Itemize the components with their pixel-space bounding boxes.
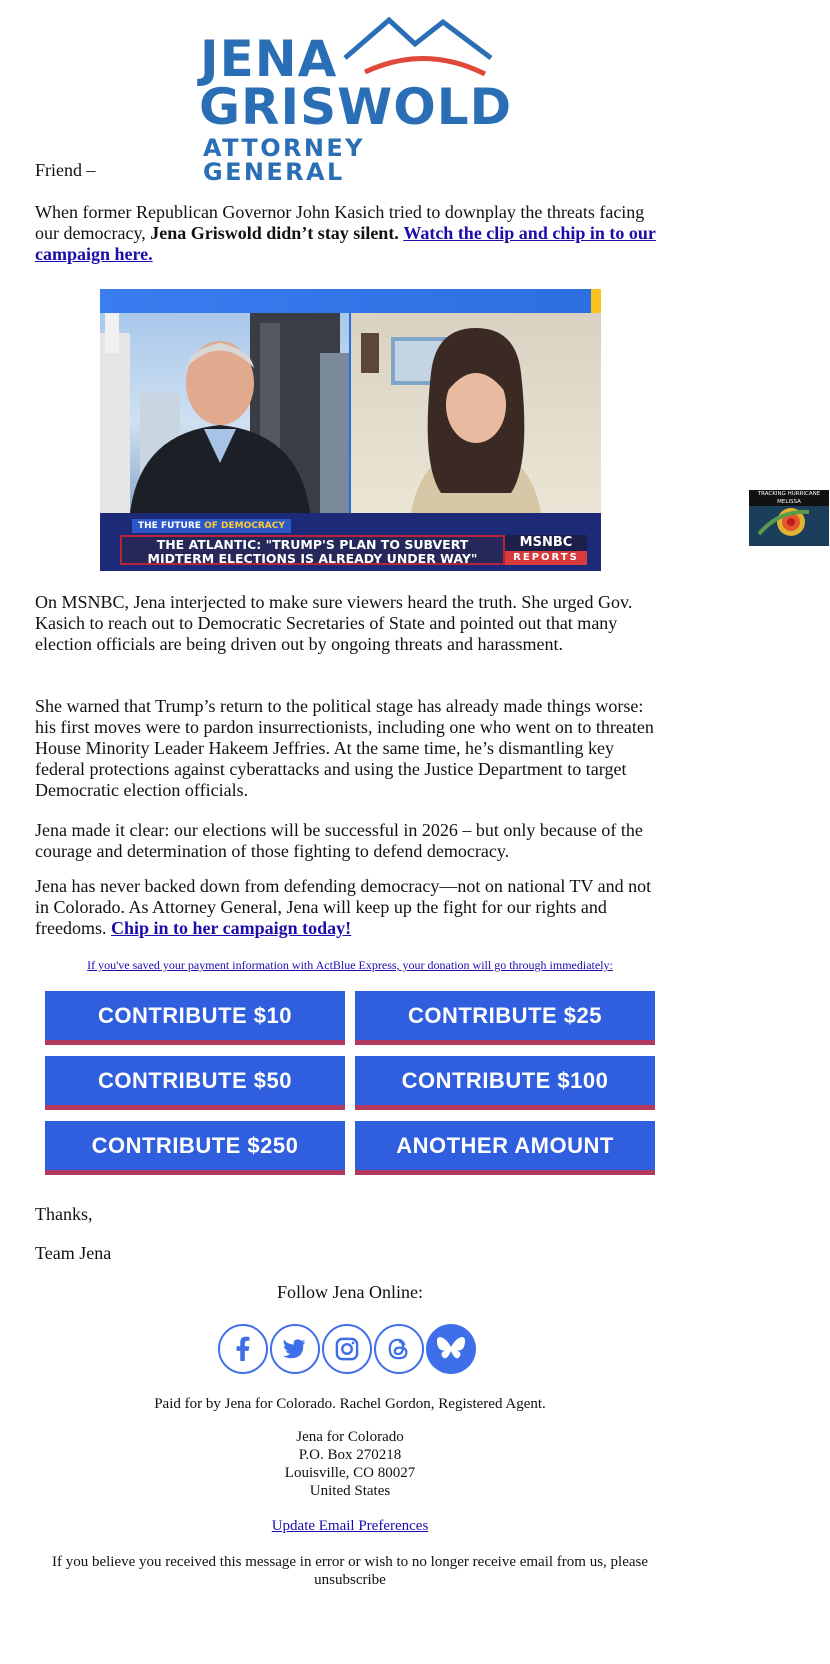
paid-for-disclaimer: Paid for by Jena for Colorado. Rachel Gordon, Registered Agent. [154, 1396, 546, 1412]
mountain-logo-icon [345, 14, 495, 86]
unsubscribe-text[interactable]: If you believe you received this message in error or wish to no longer receive email from us, please unsubscribe [51, 1554, 649, 1588]
greeting: Friend – [35, 160, 96, 180]
thanks-text: Thanks, [35, 1204, 93, 1224]
mailing-address [0, 1428, 700, 1500]
contribute-10-button[interactable]: CONTRIBUTE $10 [45, 991, 345, 1045]
paragraph-msnbc: On MSNBC, Jena interjected to make sure viewers heard the truth. She urged Gov. Kasich to reach out to Democratic Secretaries of State and pointed out that many election officials are being driven out by ongoing threats and harassment. [35, 592, 633, 654]
another-amount-button[interactable]: ANOTHER AMOUNT [355, 1121, 655, 1175]
intro-paragraph [35, 202, 665, 265]
msnbc-video-thumbnail[interactable] [100, 289, 821, 571]
logo-line-name: JENA [200, 30, 338, 88]
actblue-express-note[interactable]: If you've saved your payment information with ActBlue Express, your donation will go through immediately: [87, 958, 613, 972]
update-email-preferences-link[interactable]: Update Email Preferences [271, 1518, 429, 1534]
facebook-icon[interactable] [218, 1324, 268, 1374]
paragraph-warning: She warned that Trump’s return to the political stage has already made things worse: his first moves were to pardon insurrectionists, including one who went on to threaten House Minority Leader Hakeem Jeffries. At the same time, he’s dismantling key federal protections against cyberattacks and using the Justice Department to target Democratic election officials. [35, 696, 654, 800]
follow-heading: Follow Jena Online: [277, 1282, 423, 1302]
address-line: United States [309, 1483, 391, 1499]
bluesky-icon[interactable] [426, 1324, 476, 1374]
address-line: Louisville, CO 80027 [284, 1465, 416, 1481]
contribute-50-button[interactable]: CONTRIBUTE $50 [45, 1056, 345, 1110]
intro-bold: Jena Griswold didn’t stay silent. [150, 223, 399, 243]
campaign-logo [195, 14, 515, 186]
video-chyron [100, 513, 601, 571]
watch-clip-link[interactable]: Watch the clip and chip in to our campaign here. [35, 223, 656, 264]
video-top-bar [100, 289, 601, 313]
contribute-250-button[interactable]: CONTRIBUTE $250 [45, 1121, 345, 1175]
threads-icon[interactable] [374, 1324, 424, 1374]
msnbc-logo: MSNBC REPORTS [505, 535, 587, 565]
paragraph-defend [35, 876, 665, 939]
chyron-headline: THE ATLANTIC: "TRUMP'S PLAN TO SUBVERT MIDTERM ELECTIONS IS ALREADY UNDER WAY" [120, 535, 505, 565]
chyron-segment-tag: THE FUTURE OF DEMOCRACY [132, 519, 291, 533]
defend-text: Jena has never backed down from defending democracy—not on national TV and not in Colorado. As Attorney General, Jena will keep up the fight for our rights and freedoms. [35, 876, 652, 938]
signature: Team Jena [35, 1243, 112, 1263]
contribute-100-button[interactable]: CONTRIBUTE $100 [355, 1056, 655, 1110]
paragraph-elections: Jena made it clear: our elections will be successful in 2026 – but only because of the courage and determination of those fighting to defend democracy. [35, 820, 643, 861]
contribute-25-button[interactable]: CONTRIBUTE $25 [355, 991, 655, 1045]
hurricane-tracker-inset: TRACKING HURRICANE MELISSA [748, 489, 830, 547]
intro-text: When former Republican Governor John Kasich tried to downplay the threats facing our democracy, [35, 202, 645, 243]
twitter-icon[interactable] [270, 1324, 320, 1374]
kasich-panel [100, 313, 349, 513]
logo-line-surname: GRISWOLD [199, 78, 513, 136]
address-line: P.O. Box 270218 [298, 1447, 402, 1463]
logo-line-title: ATTORNEY GENERAL [203, 134, 365, 186]
chip-in-link[interactable]: Chip in to her campaign today! [110, 918, 352, 938]
instagram-icon[interactable] [322, 1324, 372, 1374]
address-line: Jena for Colorado [296, 1429, 404, 1445]
griswold-panel [351, 313, 821, 513]
